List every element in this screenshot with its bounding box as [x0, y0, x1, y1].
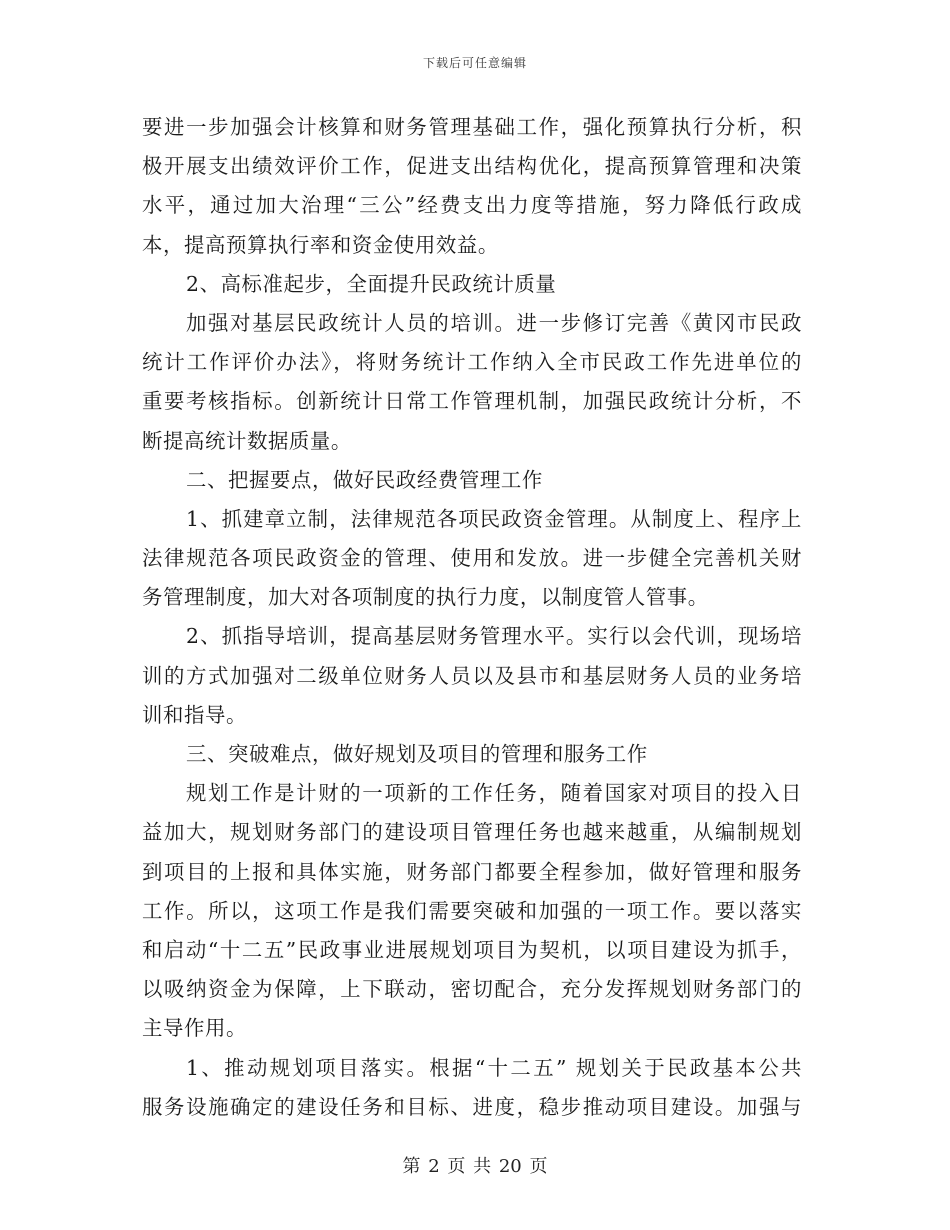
paragraph-line: 以吸纳资金为保障，上下联动，密切配合，充分发挥规划财务部门的: [142, 977, 802, 1002]
paragraph-line: 训的方式加强对二级单位财务人员以及县市和基层财务人员的业务培: [142, 663, 802, 688]
paragraph-line: 水平，通过加大治理“三公”经费支出力度等措施，努力降低行政成: [142, 193, 802, 218]
section-heading: 二、把握要点，做好民政经费管理工作: [186, 467, 543, 492]
document-body: [142, 108, 802, 1127]
paragraph-line: 主导作用。: [142, 1016, 247, 1041]
paragraph-line: 要进一步加强会计核算和财务管理基础工作，强化预算执行分析，积: [142, 115, 802, 139]
paragraph-line: 服务设施确定的建设任务和目标、进度，稳步推动项目建设。加强与: [142, 1094, 802, 1119]
paragraph-line: 法律规范各项民政资金的管理、使用和发放。进一步健全完善机关财: [142, 546, 802, 571]
page-header: 下载后可任意编辑: [422, 56, 527, 70]
paragraph-line: 训和指导。: [142, 702, 247, 727]
paragraph-line: 1、抓建章立制，法律规范各项民政资金管理。从制度上、程序上: [186, 506, 802, 531]
paragraph-line: 务管理制度，加大对各项制度的执行力度，以制度管人管事。: [142, 585, 709, 610]
section-subheading: 2、高标准起步，全面提升民政统计质量: [186, 271, 557, 296]
paragraph-line: 到项目的上报和具体实施，财务部门都要全程参加，做好管理和服务: [142, 859, 802, 884]
paragraph-line: 统计工作评价办法》，将财务统计工作纳入全市民政工作先进单位的: [142, 350, 802, 375]
paragraph-line: 断提高统计数据质量。: [142, 428, 352, 453]
paragraph-line: 极开展支出绩效评价工作，促进支出结构优化，提高预算管理和决策: [142, 154, 802, 179]
section-heading: 三、突破难点，做好规划及项目的管理和服务工作: [186, 742, 648, 766]
paragraph-line: 工作。所以，这项工作是我们需要突破和加强的一项工作。要以落实: [142, 898, 802, 923]
paragraph-line: 加强对基层民政统计人员的培训。进一步修订完善《黄冈市民政: [186, 310, 802, 335]
paragraph-line: 2、抓指导培训，提高基层财务管理水平。实行以会代训，现场培: [186, 624, 802, 649]
paragraph-line: 规划工作是计财的一项新的工作任务，随着国家对项目的投入日: [186, 781, 802, 806]
paragraph-line: 和启动“十二五”民政事业进展规划项目为契机，以项目建设为抓手，: [142, 937, 802, 962]
paragraph-line: 1、推动规划项目落实。根据“十二五” 规划关于民政基本公共: [186, 1055, 802, 1080]
paragraph-line: 益加大，规划财务部门的建设项目管理任务也越来越重，从编制规划: [142, 820, 802, 845]
page-number: 第 2 页 共 20 页: [402, 1156, 548, 1177]
paragraph-line: 本，提高预算执行率和资金使用效益。: [142, 232, 499, 257]
paragraph-line: 重要考核指标。创新统计日常工作管理机制，加强民政统计分析，不: [142, 389, 802, 414]
